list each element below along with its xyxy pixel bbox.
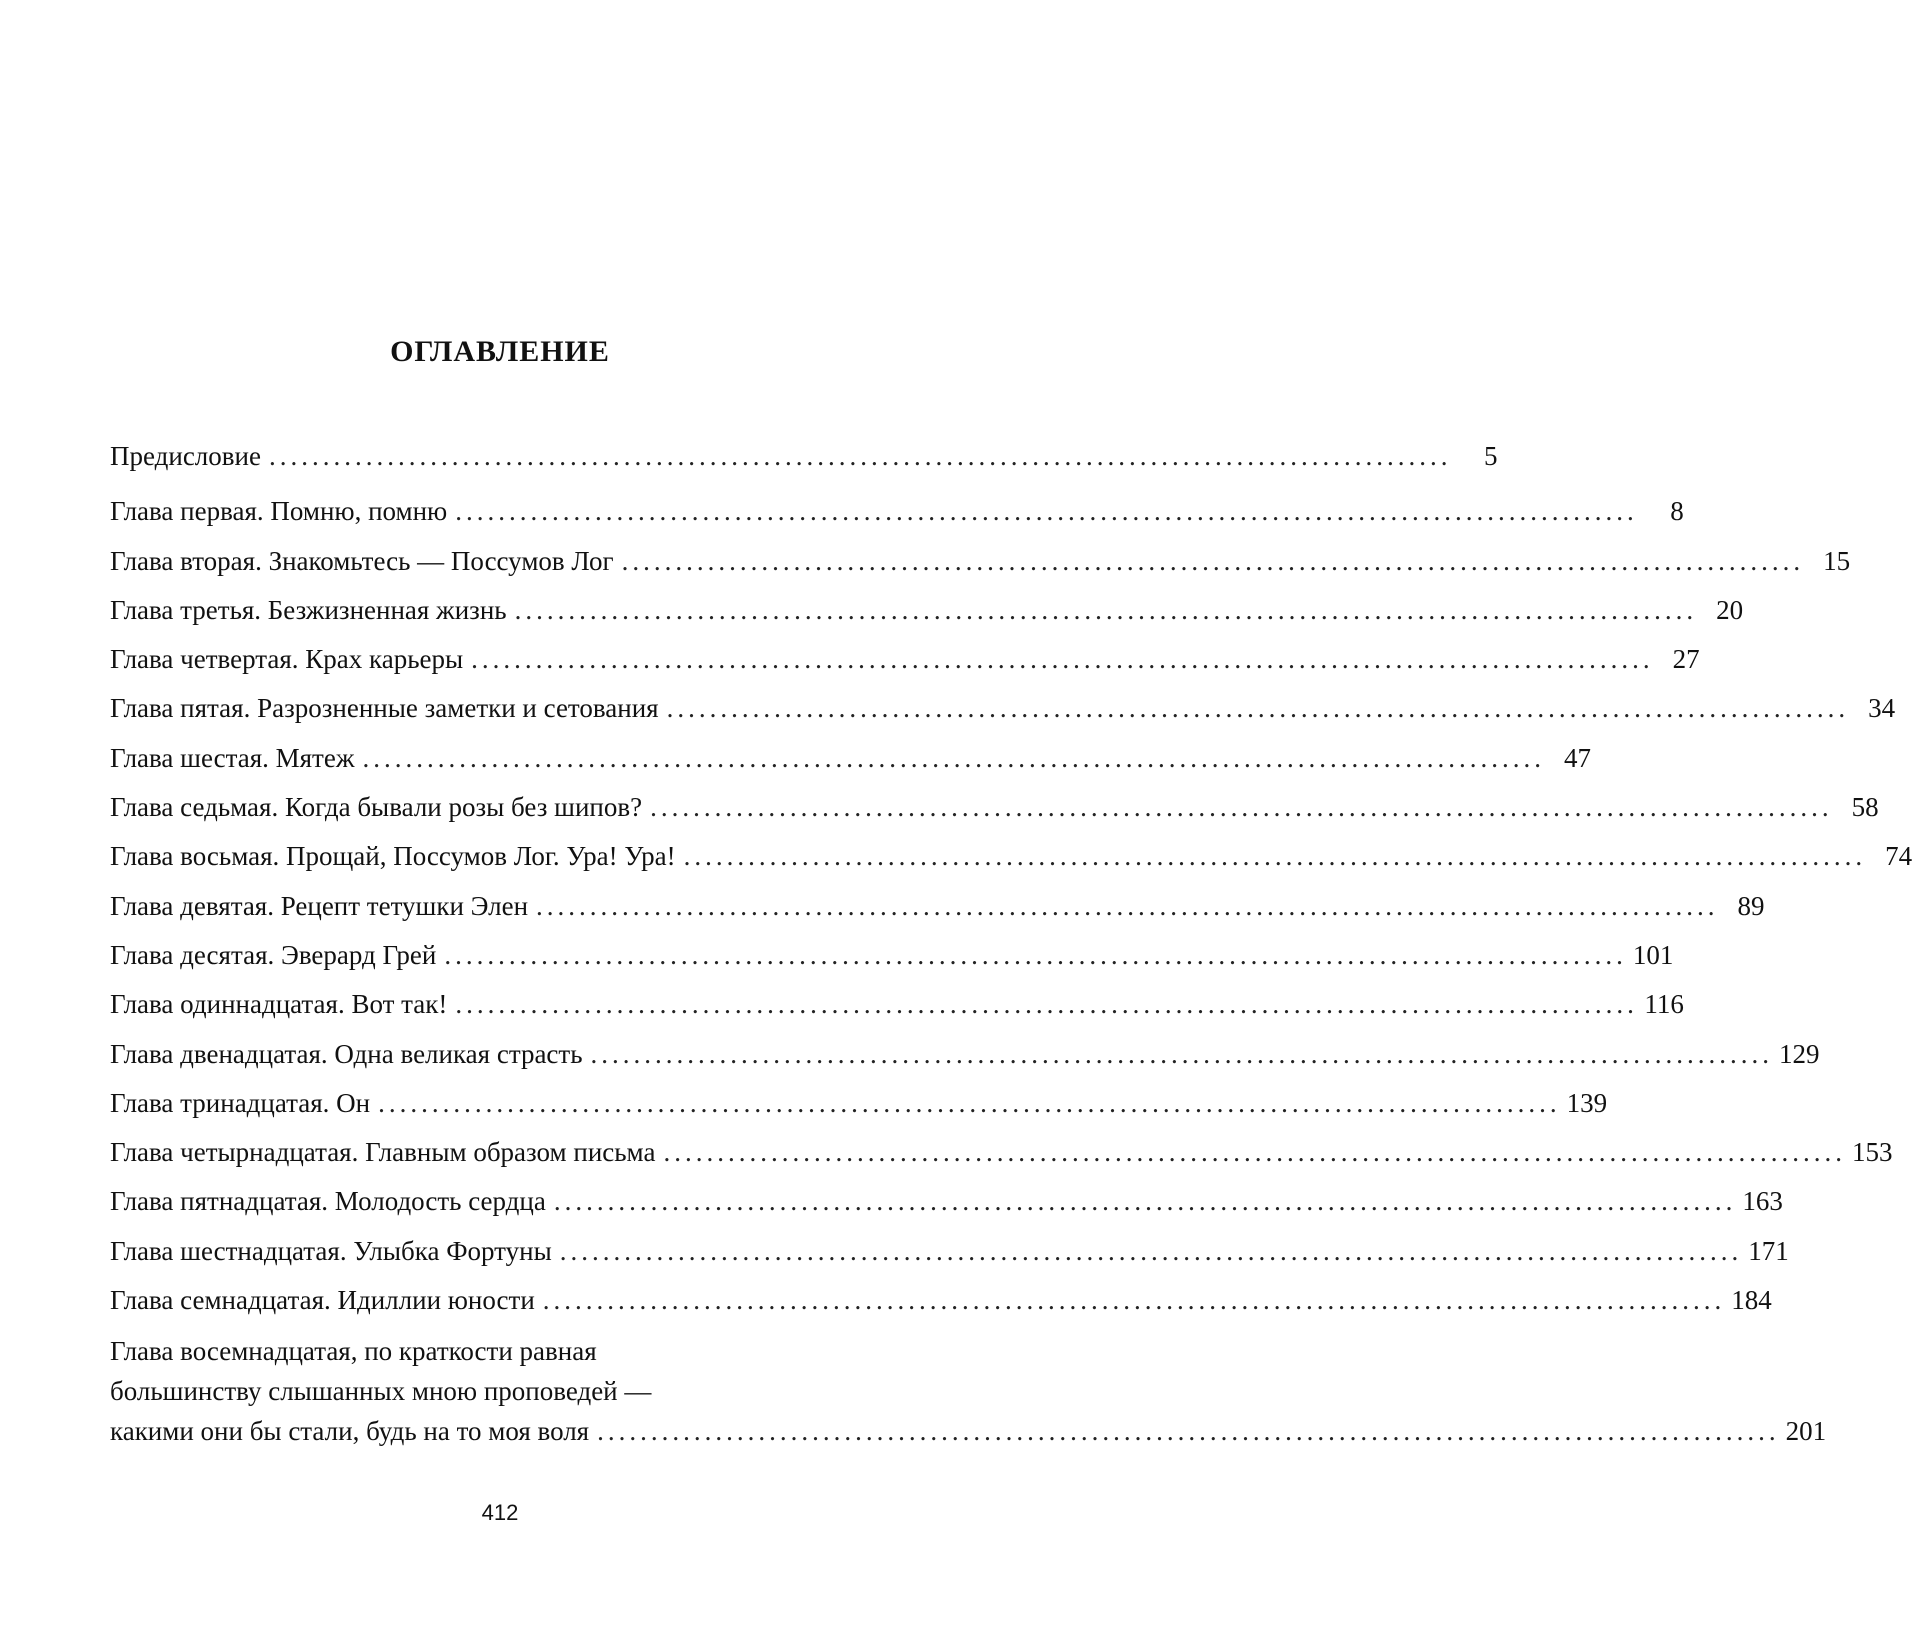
toc-entry-page: 89 [1737, 890, 1765, 921]
toc-entry-title: Глава вторая. Знакомьтесь — Поссумов Лог [110, 545, 614, 576]
toc-entry-page: 74 [1885, 841, 1912, 872]
toc-entry [110, 1030, 1820, 1079]
toc-entry [110, 980, 1684, 1029]
toc-entry [110, 1128, 1893, 1177]
toc-entry-title: Глава двенадцатая. Одна великая страсть [110, 1038, 583, 1069]
page-title: ОГЛАВЛЕНИЕ [390, 335, 610, 368]
toc-entry [110, 882, 1765, 931]
toc-entry-title: Глава седьмая. Когда бывали розы без шипов? [110, 792, 643, 823]
dot-leader: .............................................................................................................. [559, 1235, 1743, 1266]
toc-entry-page: 101 [1632, 939, 1674, 970]
dot-leader: .............................................................................................................. [553, 1186, 1737, 1217]
dot-leader: .............................................................................................................. [536, 890, 1719, 921]
toc-entry-page: 139 [1566, 1087, 1608, 1118]
toc-entry [110, 487, 1684, 536]
toc-entry-title: Глава шестая. Мятеж [110, 742, 355, 773]
toc-entry [110, 1079, 1608, 1128]
toc-entry-title: Глава третья. Безжизненная жизнь [110, 594, 507, 625]
dot-leader: .............................................................................................................. [378, 1087, 1561, 1118]
toc-entry [110, 1276, 1772, 1325]
dot-leader: .............................................................................................................. [590, 1038, 1774, 1069]
toc-entry [110, 635, 1700, 684]
table-of-contents [110, 432, 1912, 1451]
toc-entry-title: Предисловие [110, 441, 261, 471]
toc-entry-title: Глава четырнадцатая. Главным образом письма [110, 1137, 656, 1168]
toc-entry-page: 201 [1785, 1416, 1827, 1447]
toc-entry [110, 734, 1591, 783]
dot-leader: .............................................................................................................. [650, 792, 1833, 823]
toc-entry-page: 163 [1742, 1186, 1783, 1217]
toc-entry-title: Глава пятнадцатая. Молодость сердца [110, 1186, 546, 1217]
toc-entry-page: 20 [1716, 594, 1744, 625]
toc-entry [110, 931, 1674, 980]
toc-entry [110, 432, 1498, 481]
toc-entry-title-line-2: большинству слышанных мною проповедей — [110, 1376, 652, 1407]
dot-leader: .............................................................................................................. [444, 939, 1627, 970]
dot-leader: .............................................................................................................. [471, 644, 1654, 675]
dot-leader: .............................................................................................................. [455, 989, 1638, 1020]
toc-entry-title: Глава четвертая. Крах карьеры [110, 644, 464, 675]
toc-entry-multiline [110, 1331, 1827, 1451]
toc-entry-page: 5 [1483, 441, 1498, 471]
toc-entry [110, 586, 1744, 635]
dot-leader: .............................................................................................................. [362, 742, 1545, 773]
toc-entry-page: 8 [1670, 496, 1684, 527]
dot-leader: .............................................................................................................. [666, 693, 1850, 724]
toc-entry-title: Глава первая. Помню, помню [110, 496, 448, 527]
dot-leader: .............................................................................................................. [514, 594, 1698, 625]
dot-leader: .............................................................................................................. [597, 1416, 1780, 1447]
toc-entry-title-line-3: какими они бы стали, будь на то моя воля [110, 1416, 590, 1447]
toc-entry-page: 184 [1731, 1285, 1772, 1316]
dot-leader: .............................................................................................................. [542, 1285, 1726, 1316]
toc-entry-last-line [110, 1411, 1827, 1451]
toc-entry-page: 153 [1851, 1137, 1893, 1168]
toc-entry-page: 129 [1779, 1038, 1820, 1069]
toc-entry [110, 1227, 1789, 1276]
toc-entry-page: 116 [1644, 989, 1684, 1020]
toc-entry-title: Глава восьмая. Прощай, Поссумов Лог. Ура! Ура! [110, 841, 676, 872]
toc-entry-title: Глава пятая. Разрозненные заметки и сетования [110, 693, 659, 724]
dot-leader: .............................................................................................................. [683, 841, 1867, 872]
toc-entry-page: 15 [1823, 545, 1851, 576]
toc-entry [110, 832, 1912, 881]
toc-entry-title: Глава десятая. Эверард Грей [110, 939, 437, 970]
toc-entry-page: 34 [1868, 693, 1896, 724]
toc-entry [110, 1177, 1783, 1226]
page-number: 412 [481, 1500, 519, 1525]
toc-entry-title: Глава шестнадцатая. Улыбка Фортуны [110, 1235, 552, 1266]
toc-entry-title-line-1: Глава восемнадцатая, по краткости равная [110, 1336, 597, 1367]
toc-entry-title: Глава одиннадцатая. Вот так! [110, 989, 448, 1020]
dot-leader: .............................................................................................................. [621, 545, 1805, 576]
toc-entry [110, 684, 1896, 733]
dot-leader: .............................................................................................................. [268, 441, 1452, 471]
toc-entry-page: 58 [1851, 792, 1879, 823]
toc-entry [110, 537, 1851, 586]
toc-entry-title: Глава семнадцатая. Идиллии юности [110, 1285, 535, 1316]
toc-entry-page: 27 [1672, 644, 1700, 675]
dot-leader: .............................................................................................................. [663, 1137, 1846, 1168]
toc-entry-page: 47 [1564, 742, 1591, 773]
toc-entry-title: Глава девятая. Рецепт тетушки Элен [110, 890, 529, 921]
toc-entry [110, 783, 1879, 832]
toc-entry-page: 171 [1748, 1235, 1789, 1266]
toc-entry-title: Глава тринадцатая. Он [110, 1087, 371, 1118]
dot-leader: .............................................................................................................. [455, 496, 1638, 527]
